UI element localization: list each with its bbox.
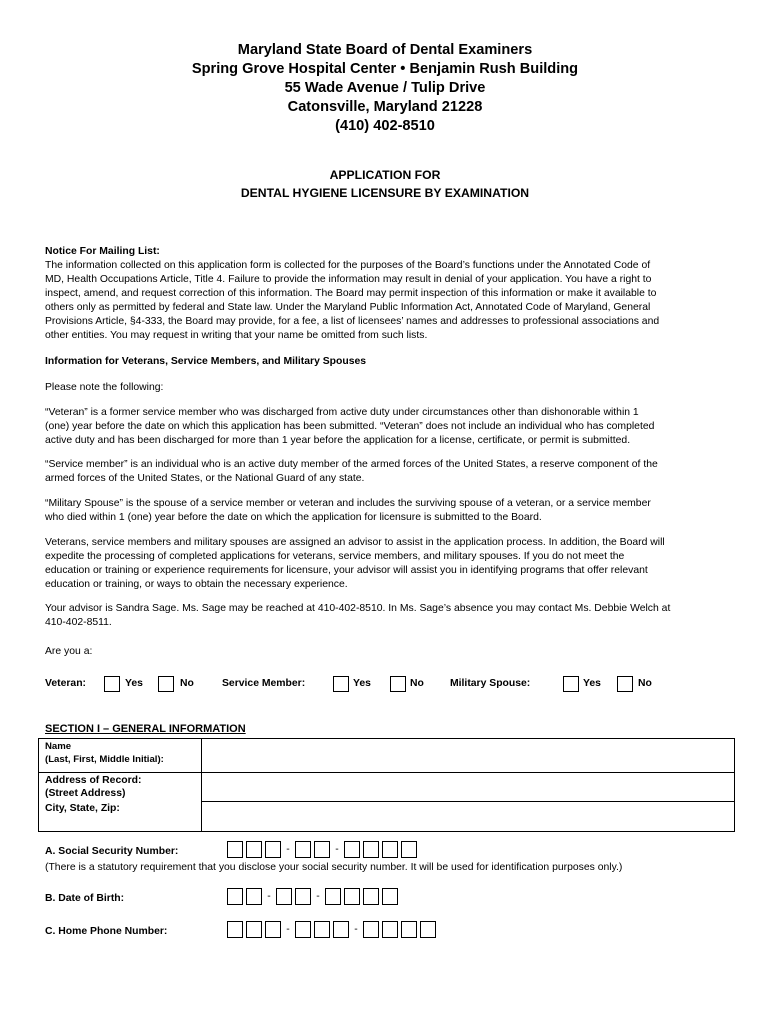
ssn-digit-box[interactable]: [295, 841, 311, 858]
phone-digit-box[interactable]: [420, 921, 436, 938]
table-row: [39, 739, 735, 773]
veteran-definition: [45, 406, 725, 448]
veteran-no-label: No: [180, 678, 194, 689]
general-info-table: [38, 738, 735, 832]
service-member-definition: [45, 458, 725, 486]
form-title-line1: APPLICATION FOR: [329, 168, 441, 182]
phone-digit-box[interactable]: [314, 921, 330, 938]
veteran-label: Veteran:: [45, 678, 87, 689]
dob-digit-box[interactable]: [325, 888, 341, 905]
board-name: Maryland State Board of Dental Examiners: [237, 42, 533, 58]
definition-line: armed forces of the United States, or the National Guard of any state.: [45, 473, 365, 484]
notice-line: other entities. You may request in writing that your name be omitted from such lists.: [45, 330, 428, 341]
board-location: Spring Grove Hospital Center • Benjamin Rush Building: [191, 61, 579, 77]
definition-line: active duty and has been discharged for more than 1 year before the application for a license, certificate, or permit is submitted.: [45, 435, 631, 446]
dob-digit-box[interactable]: [246, 888, 262, 905]
dash: -: [335, 844, 339, 855]
notice-heading: Notice For Mailing List:: [45, 246, 160, 257]
phone-digit-box[interactable]: [246, 921, 262, 938]
dash: -: [354, 924, 358, 935]
definition-line: “Military Spouse” is the spouse of a service member or veteran and includes the surviving spouse of a veteran, or a service member: [45, 498, 651, 509]
address-label: Address of Record:: [45, 775, 142, 786]
service-member-yes-checkbox[interactable]: [333, 676, 349, 692]
dash: -: [286, 844, 290, 855]
advisor-line: education or training or experience requirements for licensure, your advisor will assist you in identifying programs that offer relevant: [45, 565, 648, 576]
table-row: [39, 773, 735, 802]
veteran-no-checkbox[interactable]: [158, 676, 174, 692]
phone-digit-box[interactable]: [401, 921, 417, 938]
dash: -: [286, 924, 290, 935]
military-spouse-definition: [45, 497, 725, 525]
name-label: Name: [45, 741, 72, 752]
board-phone: (410) 402-8510: [335, 118, 435, 134]
ssn-label: A. Social Security Number:: [45, 846, 179, 857]
city-state-zip-field[interactable]: [202, 801, 735, 831]
ssn-digit-box[interactable]: [344, 841, 360, 858]
name-field[interactable]: [202, 739, 735, 773]
veterans-heading: Information for Veterans, Service Members, and Military Spouses: [45, 356, 367, 367]
service-member-no-checkbox[interactable]: [390, 676, 406, 692]
military-spouse-yes-checkbox[interactable]: [563, 676, 579, 692]
advisor-paragraph: [45, 536, 725, 592]
board-street: 55 Wade Avenue / Tulip Drive: [284, 80, 486, 96]
ssn-digit-box[interactable]: [382, 841, 398, 858]
advisor-line: education or training, or ways to obtain the necessary experience.: [45, 579, 348, 590]
ssn-note: (There is a statutory requirement that you disclose your social security number. It will be used for identification purposes only.): [45, 862, 623, 873]
dob-label: B. Date of Birth:: [45, 893, 125, 904]
definition-line: (one) year before the date on which this application has been submitted. “Veteran” does not include an individual who has completed: [45, 421, 655, 432]
definition-line: “Veteran” is a former service member who was discharged from active duty under circumstances other than dishonorable within 1: [45, 407, 639, 418]
name-label-hint: (Last, First, Middle Initial):: [45, 754, 164, 765]
advisor-line: expedite the processing of completed applications for veterans, service members, and military spouses. If you do not meet the: [45, 551, 625, 562]
dob-digit-box[interactable]: [227, 888, 243, 905]
phone-digit-box[interactable]: [265, 921, 281, 938]
ssn-digit-box[interactable]: [246, 841, 262, 858]
veteran-yes-checkbox[interactable]: [104, 676, 120, 692]
definition-line: “Service member” is an individual who is an active duty member of the armed forces of the United States, a reserve component of the: [45, 459, 658, 470]
address-label-hint: (Street Address): [45, 788, 126, 799]
city-label: City, State, Zip:: [45, 803, 120, 814]
notice-line: The information collected on this application form is collected for the purposes of the Board’s functions under the Annotated Code of: [45, 260, 651, 271]
city-label-cell: [39, 801, 202, 831]
phone-digit-box[interactable]: [382, 921, 398, 938]
section-title: SECTION I – GENERAL INFORMATION: [45, 723, 246, 735]
please-note: Please note the following:: [45, 382, 164, 393]
notice-paragraph: [45, 259, 725, 343]
ssn-digit-box[interactable]: [314, 841, 330, 858]
contact-line: Your advisor is Sandra Sage. Ms. Sage may be reached at 410-402-8510. In Ms. Sage’s absence you may contact Ms. Debbie Welch at: [45, 603, 671, 614]
phone-input[interactable]: [227, 921, 439, 938]
address-label-cell: [39, 773, 202, 802]
phone-label: C. Home Phone Number:: [45, 926, 168, 937]
ssn-digit-box[interactable]: [401, 841, 417, 858]
phone-digit-box[interactable]: [295, 921, 311, 938]
dob-input[interactable]: [227, 888, 401, 905]
military-spouse-no-label: No: [638, 678, 652, 689]
veteran-yes-label: Yes: [125, 678, 143, 689]
dob-digit-box[interactable]: [295, 888, 311, 905]
notice-line: MD, Health Occupations Article, Title 4. Failure to provide the information may result in denial of your application. You have a right to: [45, 274, 652, 285]
dash: -: [267, 891, 271, 902]
contact-paragraph: [45, 602, 725, 630]
are-you-prompt: Are you a:: [45, 646, 93, 657]
service-member-yes-label: Yes: [353, 678, 371, 689]
name-label-cell: [39, 739, 202, 773]
phone-digit-box[interactable]: [333, 921, 349, 938]
ssn-digit-box[interactable]: [227, 841, 243, 858]
military-spouse-no-checkbox[interactable]: [617, 676, 633, 692]
table-row: [39, 801, 735, 831]
contact-line: 410-402-8511.: [45, 617, 112, 628]
ssn-digit-box[interactable]: [265, 841, 281, 858]
phone-digit-box[interactable]: [227, 921, 243, 938]
phone-digit-box[interactable]: [363, 921, 379, 938]
service-member-no-label: No: [410, 678, 424, 689]
definition-line: who died within 1 (one) year before the date on which the application for licensure is submitted to the Board.: [45, 512, 542, 523]
notice-line: Provisions Article, §4-333, the Board may provide, for a fee, a list of licensees’ names and addresses to professional associations and: [45, 316, 660, 327]
notice-line: others only as permitted by federal and State law. Under the Maryland Public Information Act, Annotated Code of Maryland, General: [45, 302, 651, 313]
board-city: Catonsville, Maryland 21228: [287, 99, 483, 115]
dash: -: [316, 891, 320, 902]
dob-digit-box[interactable]: [363, 888, 379, 905]
dob-digit-box[interactable]: [344, 888, 360, 905]
notice-line: inspect, amend, and request correction of this information. The Board may permit inspection of this information or make it available to: [45, 288, 657, 299]
ssn-input[interactable]: [227, 841, 420, 858]
dob-digit-box[interactable]: [382, 888, 398, 905]
advisor-line: Veterans, service members and military spouses are assigned an advisor to assist in the application process. In addition, the Board will: [45, 537, 665, 548]
address-field[interactable]: [202, 773, 735, 802]
dob-digit-box[interactable]: [276, 888, 292, 905]
military-spouse-yes-label: Yes: [583, 678, 601, 689]
service-member-label: Service Member:: [222, 678, 306, 689]
ssn-digit-box[interactable]: [363, 841, 379, 858]
military-spouse-label: Military Spouse:: [450, 678, 531, 689]
form-title-line2: DENTAL HYGIENE LICENSURE BY EXAMINATION: [240, 186, 530, 200]
